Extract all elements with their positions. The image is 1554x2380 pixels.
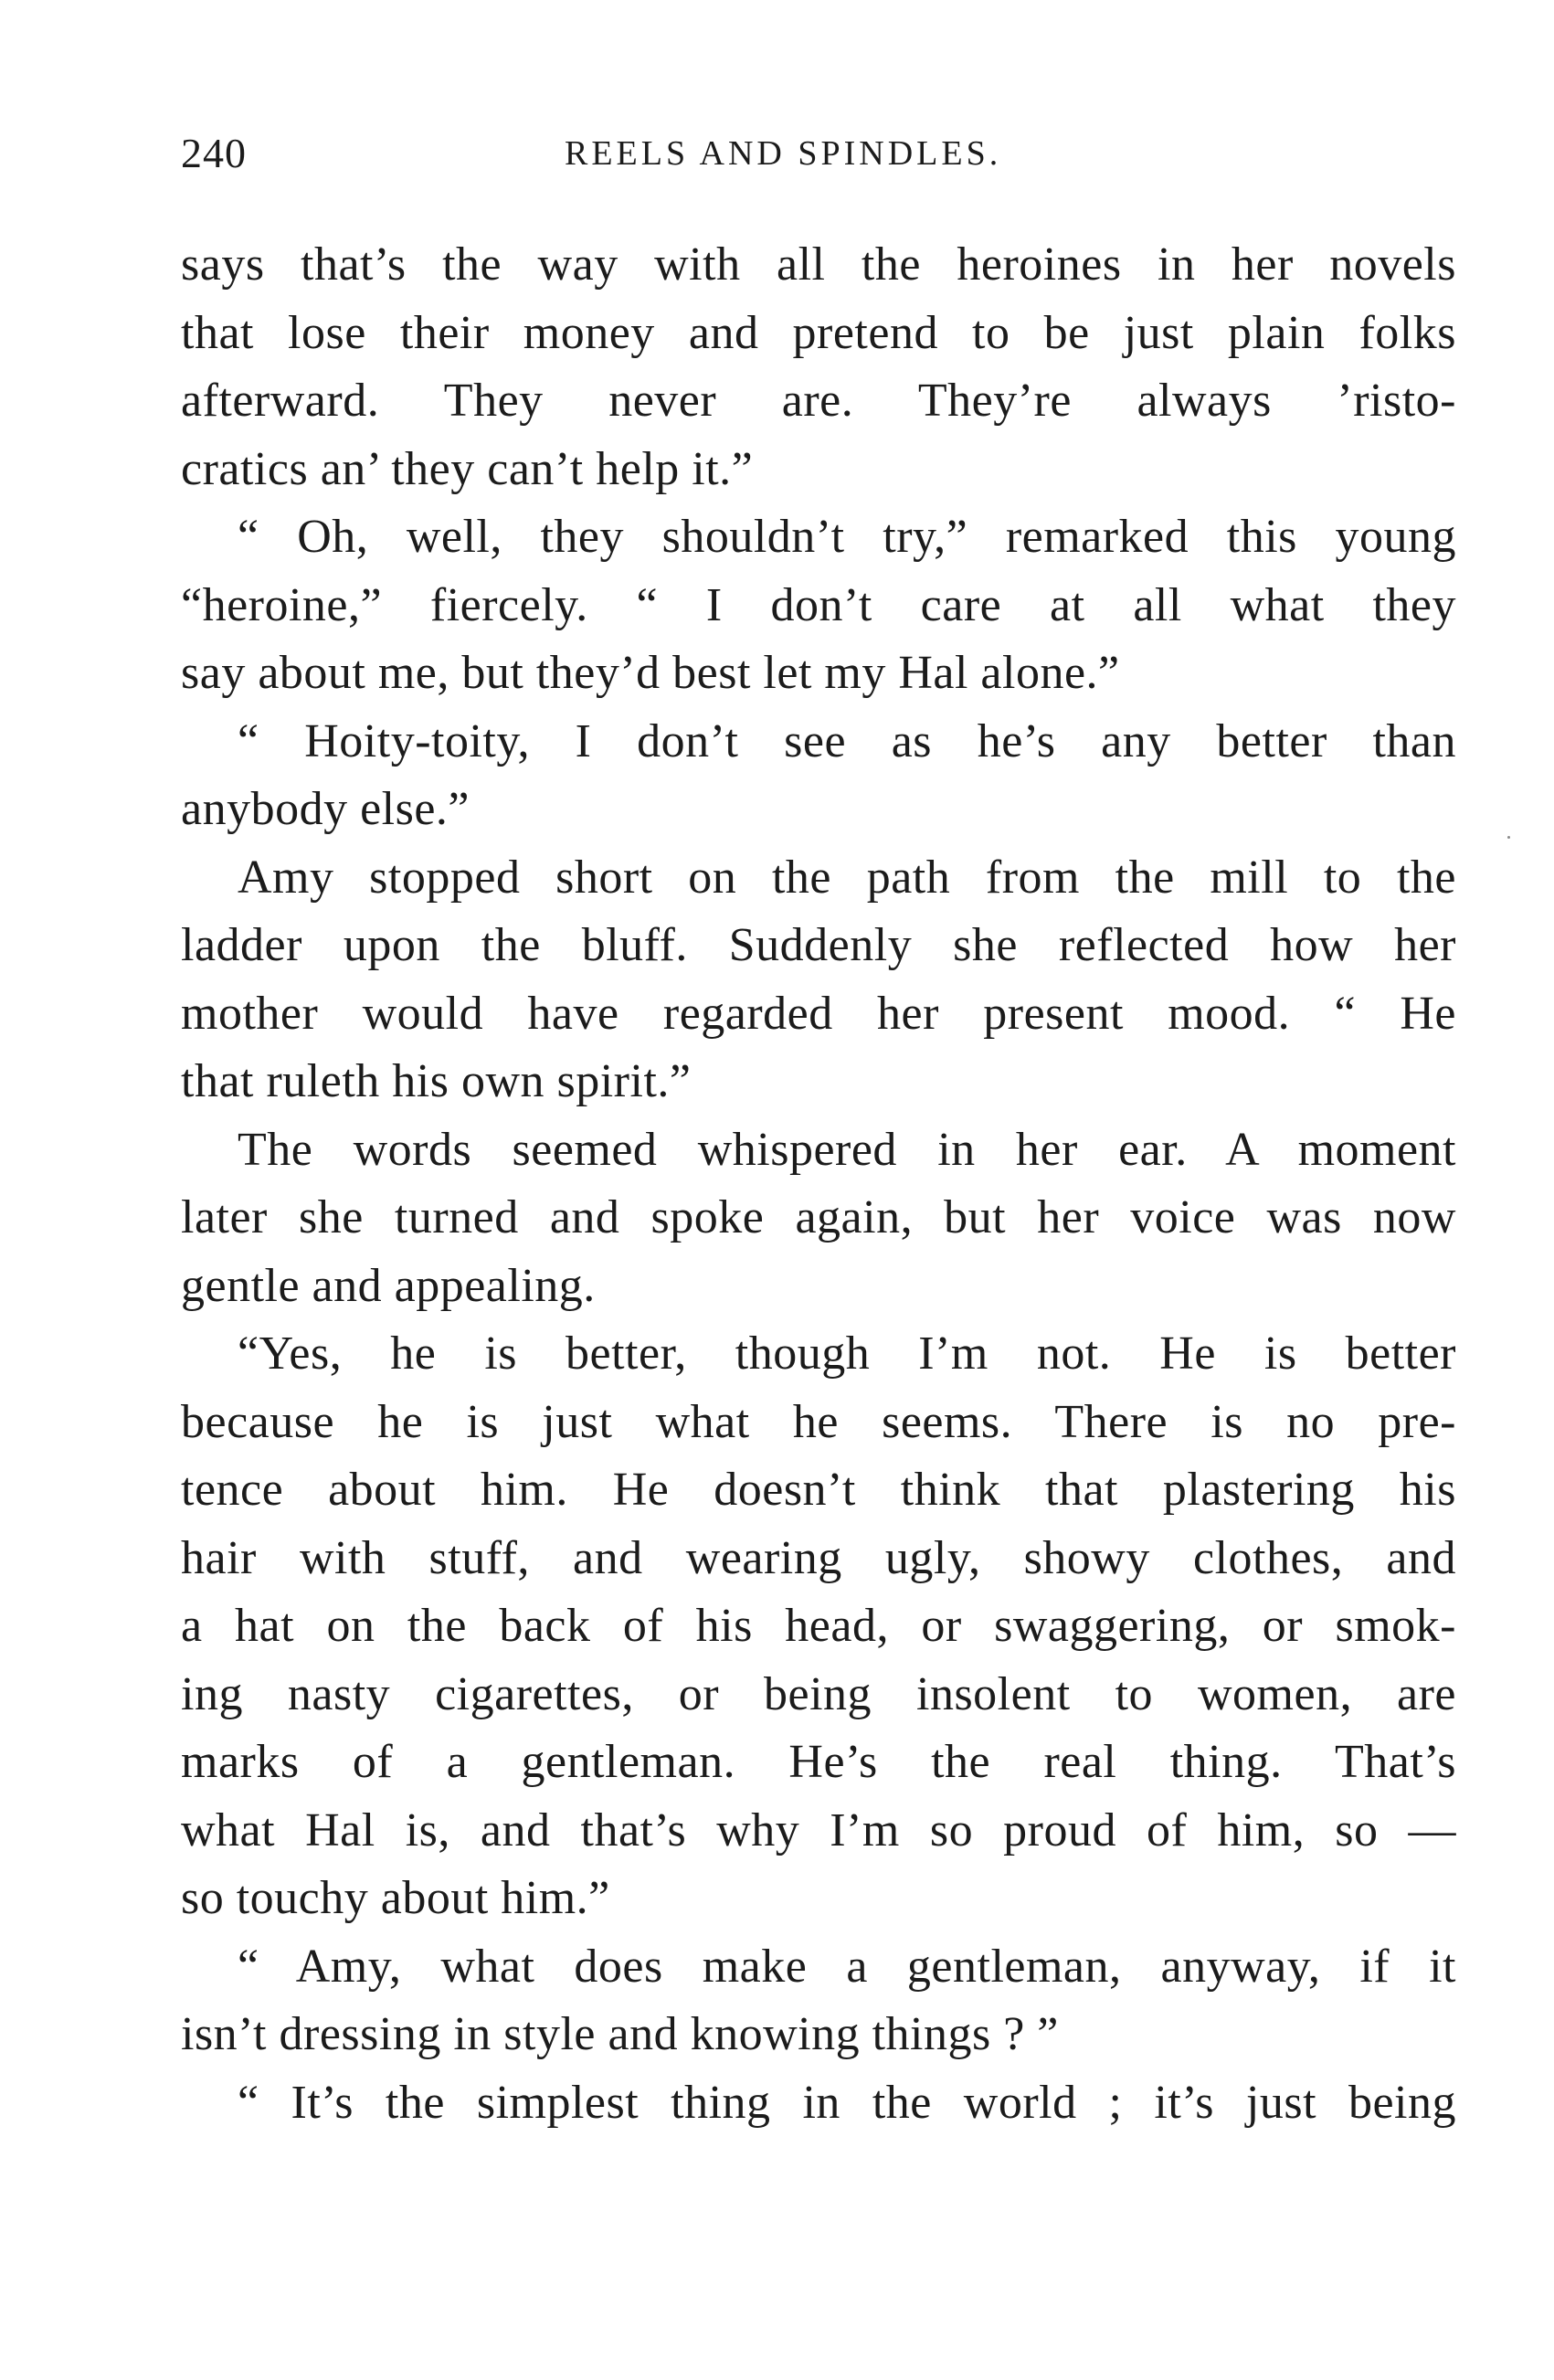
text-line: cratics an’ they can’t help it.” <box>181 442 754 495</box>
text-line: “heroine,” fiercely. “ I don’t care at all what they <box>181 578 1456 631</box>
body-text <box>181 231 1456 2137</box>
text-line: mother would have regarded her present mood. “ He <box>181 987 1456 1040</box>
text-line: say about me, but they’d best let my Hal alone.” <box>181 647 1120 699</box>
text-line: says that’s the way with all the heroines in her novels <box>181 238 1456 291</box>
text-line: so touchy about him.” <box>181 1872 610 1924</box>
text-line: marks of a gentleman. He’s the real thing. That’s <box>181 1736 1456 1788</box>
text-line: gentle and appealing. <box>181 1259 596 1312</box>
text-line: ladder upon the bluff. Suddenly she reflected how her <box>181 919 1456 971</box>
text-line: what Hal is, and that’s why I’m so proud of him, so — <box>181 1804 1456 1856</box>
text-line: “ It’s the simplest thing in the world ; it’s just being <box>238 2076 1456 2129</box>
text-line: “ Hoity-toity, I don’t see as he’s any better than <box>238 714 1456 767</box>
text-line: “ Oh, well, they shouldn’t try,” remarked this young <box>238 511 1456 563</box>
text-line: Amy stopped short on the path from the mill to the <box>238 851 1456 904</box>
text-line: because he is just what he seems. There is no pre- <box>181 1395 1456 1448</box>
text-line: tence about him. He doesn’t think that plastering his <box>181 1464 1456 1516</box>
page-header <box>181 126 1456 181</box>
text-line: afterward. They never are. They’re always ’risto- <box>181 375 1456 427</box>
paper-speck <box>1507 836 1510 839</box>
text-line: “ Amy, what does make a gentleman, anyway, if it <box>238 1940 1456 1993</box>
text-line: a hat on the back of his head, or swaggering, or smok- <box>181 1600 1456 1652</box>
text-line: isn’t dressing in style and knowing things ? ” <box>181 2008 1059 2060</box>
text-line: that ruleth his own spirit.” <box>181 1055 692 1107</box>
text-line: The words seemed whispered in her ear. A moment <box>238 1123 1456 1176</box>
text-line: anybody else.” <box>181 783 470 835</box>
text-line: ing nasty cigarettes, or being insolent to women, are <box>181 1667 1456 1720</box>
text-line: “Yes, he is better, though I’m not. He is better <box>238 1328 1456 1380</box>
text-line: later she turned and spoke again, but her voice was now <box>181 1191 1456 1243</box>
text-line: that lose their money and pretend to be just plain folks <box>181 306 1456 359</box>
running-title: REELS AND SPINDLES. <box>565 134 1002 173</box>
page-number: 240 <box>181 130 247 176</box>
text-line: hair with stuff, and wearing ugly, showy clothes, and <box>181 1531 1456 1584</box>
